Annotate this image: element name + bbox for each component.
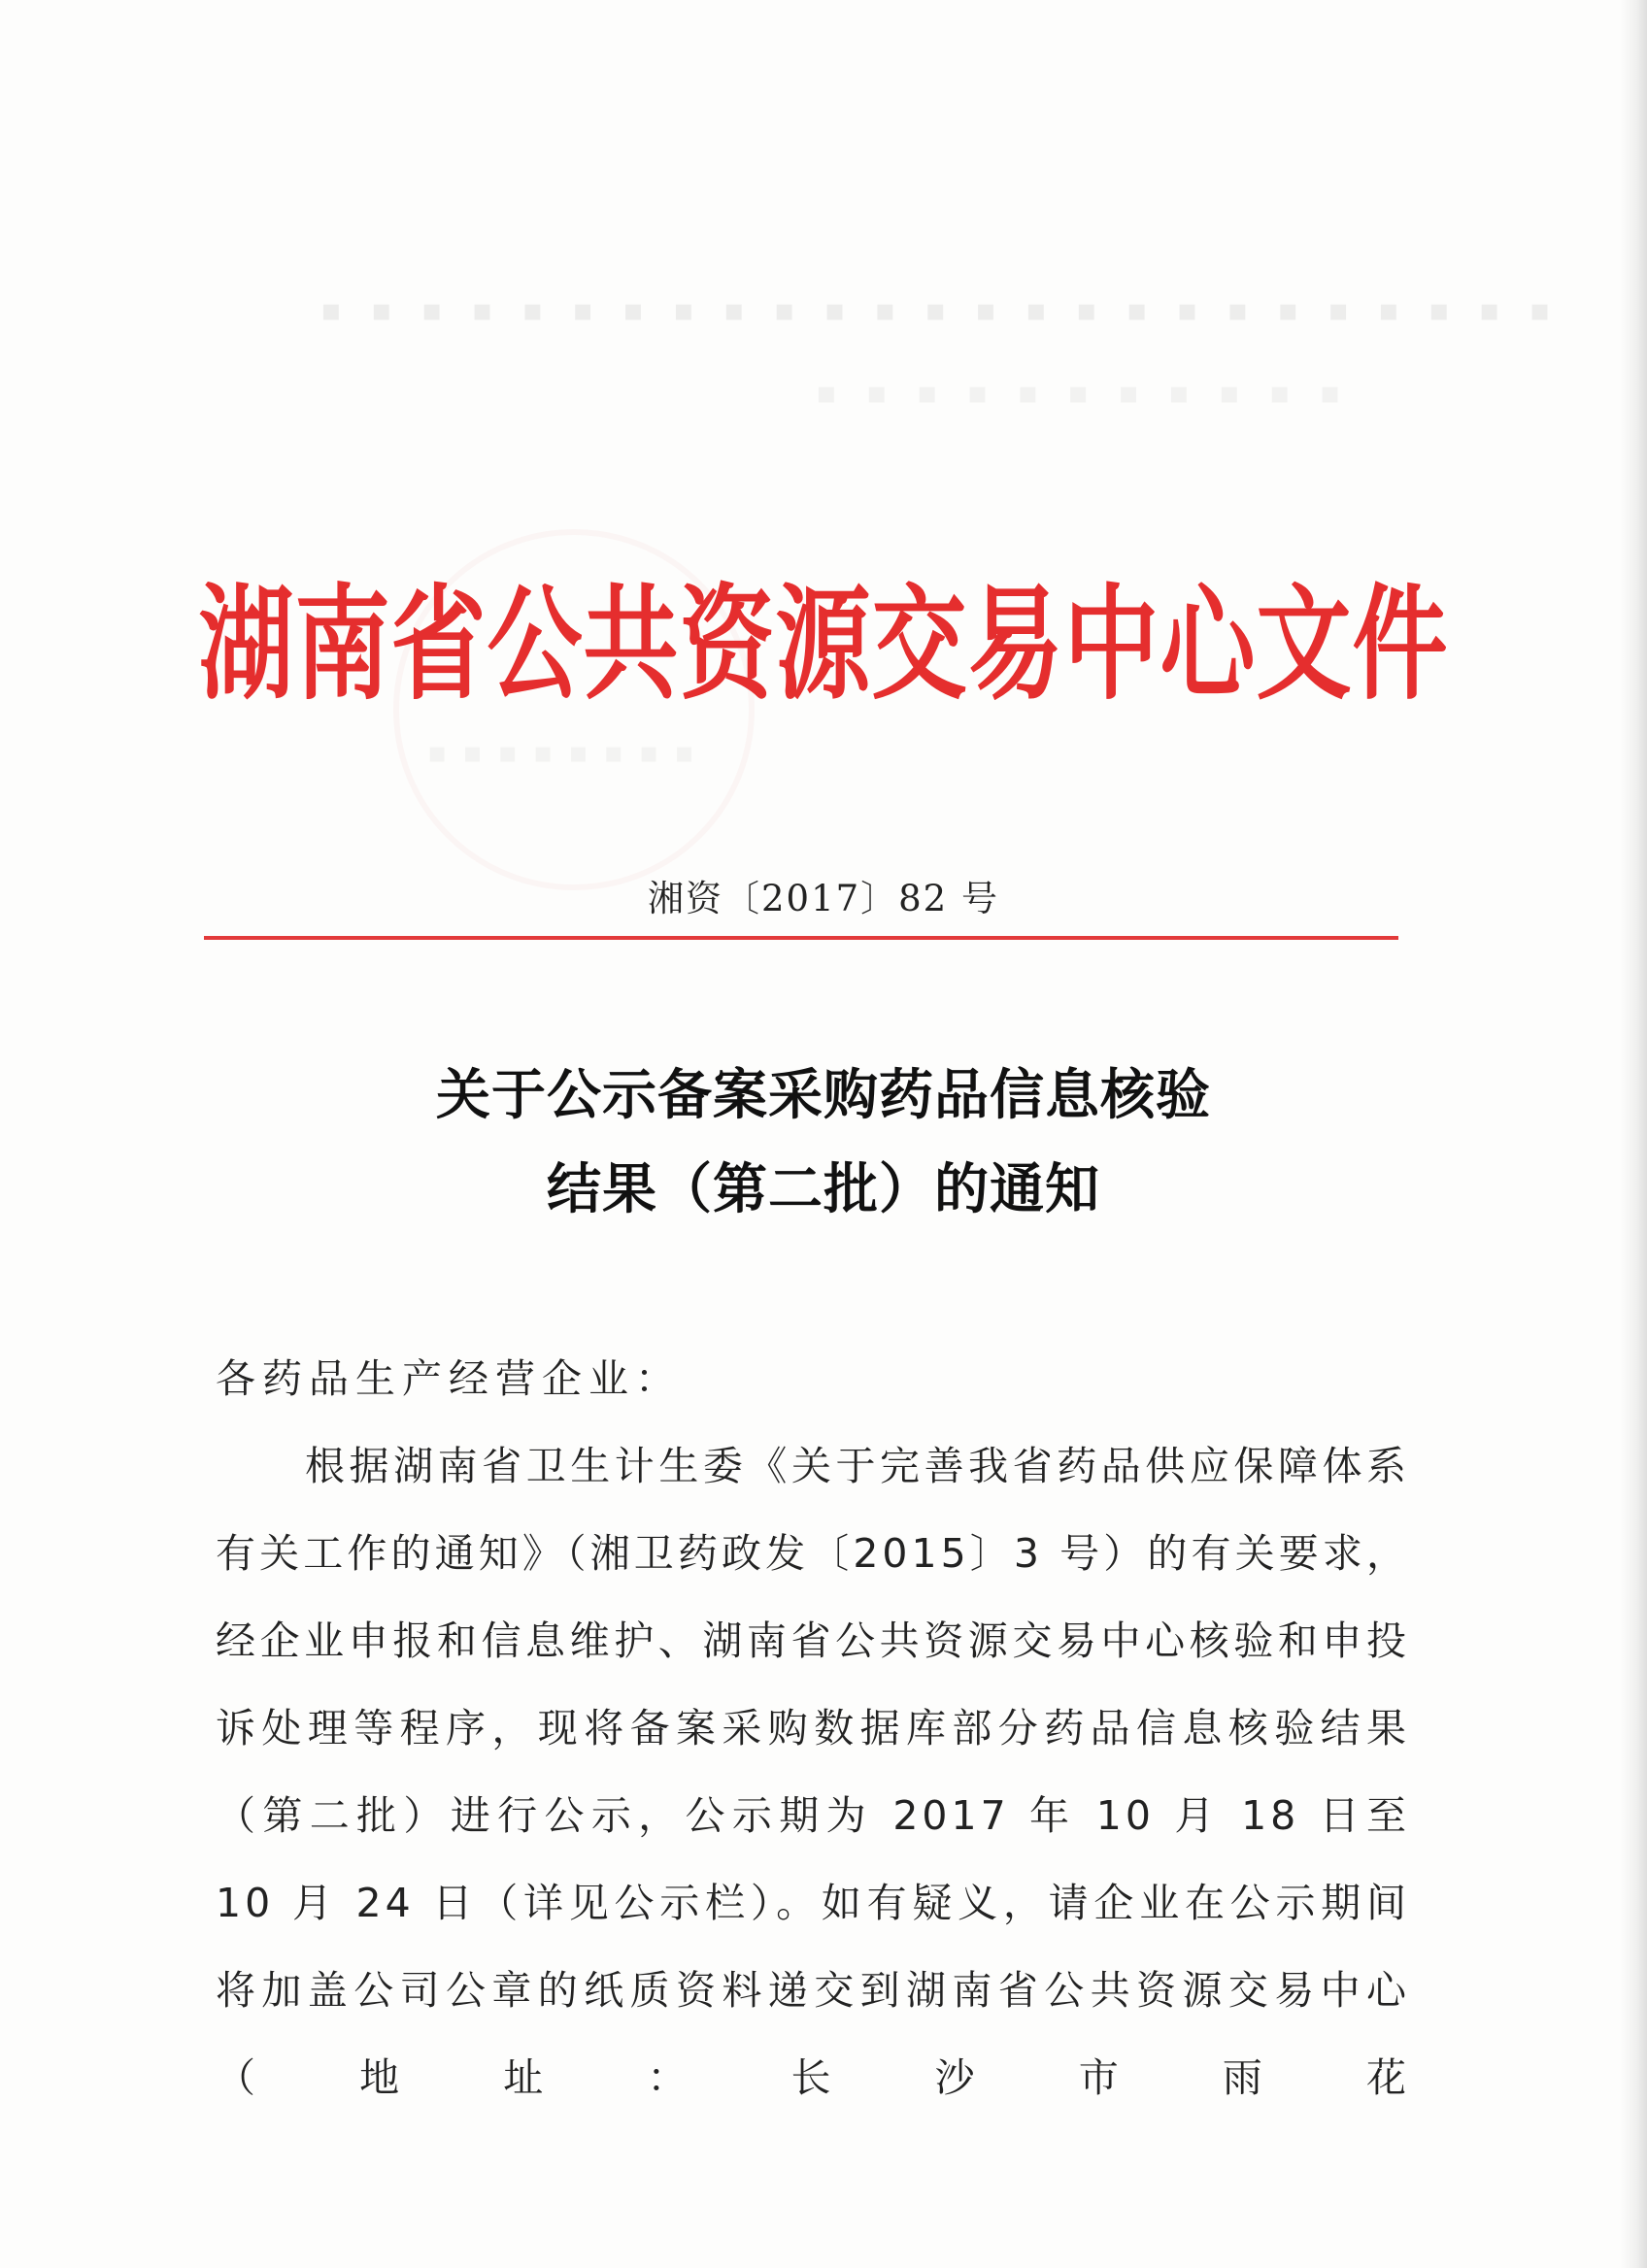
- notice-title-line-1: 关于公示备案采购药品信息核验: [436, 1063, 1211, 1127]
- issuing-organization-title: 湖南省公共资源交易中心文件: [198, 572, 1449, 717]
- reverse-side-bleed: ▪ ▪ ▪ ▪ ▪ ▪ ▪ ▪ ▪ ▪ ▪: [816, 374, 1351, 411]
- notice-title-line-2: 结果（第二批）的通知: [547, 1157, 1100, 1221]
- notice-title: [0, 1049, 1647, 1237]
- body-paragraph: 根据湖南省卫生计生委《关于完善我省药品供应保障体系有关工作的通知》（湘卫药政发〔2015〕3 号）的有关要求，经企业申报和信息维护、湖南省公共资源交易中心核验和申投诉处理等程序，现将备案采购数据库部分药品信息核验结果（第二批）进行公示，公示期为 2017 年 10 月 18 日至 10 月 24 日（详见公示栏）。如有疑义，请企业在公示期间将加盖公司公章的纸质资料递交到湖南省公共资源交易中心（地址：长沙市雨花: [216, 1443, 1410, 2101]
- reverse-side-bleed: ▪ ▪ ▪ ▪ ▪ ▪ ▪ ▪ ▪ ▪ ▪ ▪ ▪ ▪ ▪ ▪ ▪ ▪ ▪ ▪ ▪ ▪ ▪ ▪ ▪: [320, 291, 1561, 328]
- salutation: 各药品生产经营企业：: [216, 1355, 682, 1402]
- red-divider-line: [204, 936, 1398, 940]
- notice-body: [216, 1335, 1410, 2121]
- reverse-side-seal-bleed: ▪▪▪▪▪▪▪▪: [427, 736, 710, 770]
- document-number: 湘资〔2017〕82 号: [647, 878, 999, 919]
